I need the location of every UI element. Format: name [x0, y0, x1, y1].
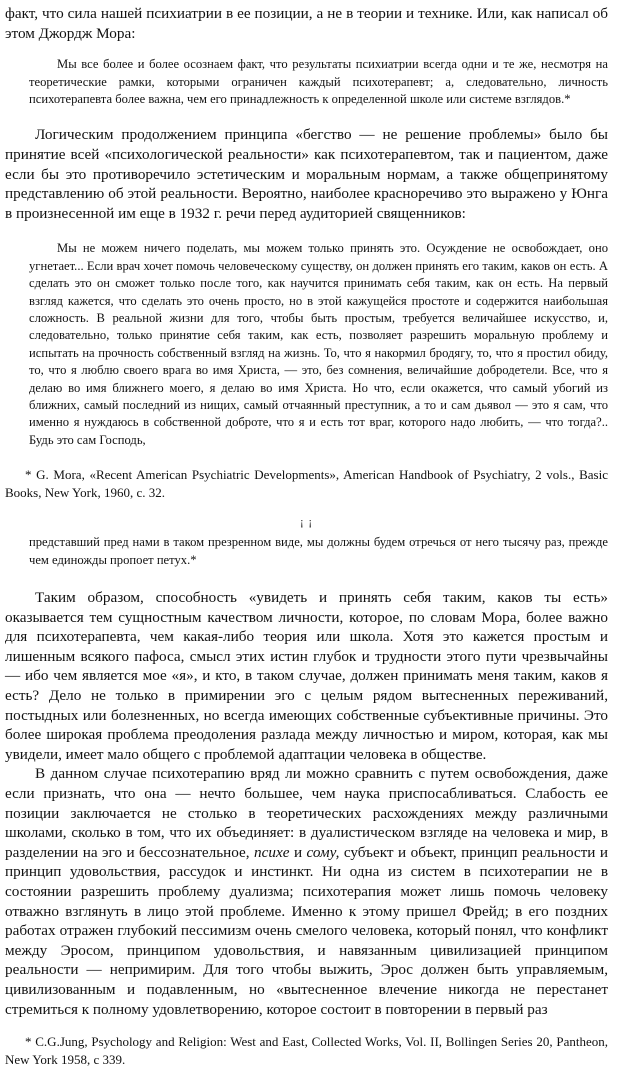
top-paragraph: факт, что сила нашей психиатрии в ее позиции, а не в теории и технике. Или, как написал об этом Джордж Мора:	[5, 5, 608, 42]
paragraph-logic: Логическим продолжением принципа «бегство — не решение проблемы» было бы принятие всей «психологической реальности» как психотерапевтом, так и пациентом, даже если бы это противоречило эстетическим и моральным нормам, а также общепринятому представлению об этой реальности. Вероятно, наиболее красноречиво это выражено у Юнга в произнесенной им еще в 1932 г. речи перед аудиторией священников:	[5, 126, 608, 222]
footnote-mora: * G. Mora, «Recent American Psychiatric Developments», American Handbook of Psychiatry, 2 vols., Basic Books, New York, 1960, с. 32.	[5, 467, 608, 501]
paragraph-thus: Таким образом, способность «увидеть и принять себя таким, каков ты есть» оказывается тем сущностным качеством личности, которое, по словам Мора, более важно для психотерапевта, чем какая-либо теория или школа. Хотя это кажется простым и лишенным всякого пафоса, смысл этих истин глубок и трудности этого пути чрезвычайны — ибо чем является мое «я», и кто, в таком случае, должен принимать меня таким, каков я есть? Дело не только в примирении эго с целым рядом вытесненных переживаний, постыдных или болезненных, но всегда имеющих собственные субъективные причины. Это более широкая проблема преодоления разлада между личностью и миром, которая, как мы увидели, имеет мало общего с проблемой адаптации человека в обществе.	[5, 589, 608, 763]
paragraph-case-text-2: субъект и объект, принцип реальности и принцип удовольствия, рассудок и инстинкт. Ни одна из систем в психотерапии не в состоянии разрешить проблему дуализма; психотерапия может лишь помочь человеку отважно взглянуть в лицо этой проблеме. Именно к этому пришел Фрейд; в его поздних работах отражен глубокий пессимизм очень смелого человека, который понял, что конфликт между Эросом, принципом удовольствия, и навязанным цивилизацией принципом реальности — непримирим. Для того чтобы выжить, Эрос должен быть управляемым, цивилизованным и подавленным, но «вытесненное влечение никогда не перестанет стремиться к полному удовлетворению, которое состоит в повторении в первый раз	[5, 843, 609, 1018]
quote-jung: Мы не можем ничего поделать, мы можем только принять это. Осуждение не освобождает, оно угнетает... Если врач хочет помочь человеческому существу, он должен принять его таким, каков он есть. А сделать это он сможет только после того, как научится принимать себя таким, как он есть. На первый взгляд кажется, что сделать это очень просто, но в этой кажущейся простоте и содержится наибольшая сложность. В реальной жизни для того, чтобы быть простым, требуется величайшее искусство, и, следовательно, только принятие себя таким, как есть, позволяет разрешить моральную проблему и испытать на прочность собственный взгляд на жизнь. То, что я накормил бродягу, то, что я простил обиду, то, что я люблю своего врага во имя Христа, — это, без сомнения, величайшие добродетели. Все, что я делаю во имя ближнего моего, я делаю во имя Христа. Но что, если окажется, что самый убогий из ближних, самый последний из нищих, самый отчаянный преступник, а то и сам дьявол — это я сам, что именно я нуждаюсь в собственной доброте, что я и есть тот враг, которого надо любить, — что тогда?.. Будь это сам Господь,	[29, 241, 608, 447]
paragraph-case	[5, 764, 608, 1019]
italic-soma: сому,	[306, 843, 340, 861]
conjunction-and: и	[293, 843, 303, 861]
paragraph-case-text-1: В данном случае психотерапию вряд ли можно сравнить с путем освобождения, даже если признать, что она — нечто большее, чем наука приспосабливаться. Слабость ее позиции заключается не столько в теоретических расхождениях между различными школами, сколько в том, что их объединяет: в дуалистическом взгляде на человека и мир, в разделении на эго и бессознательное,	[5, 765, 608, 861]
footnote-jung: * C.G.Jung, Psychology and Religion: West and East, Collected Works, Vol. II, Bollingen Series 20, Pantheon, New York 1958, с 339.	[5, 1034, 608, 1068]
quote-mora: Мы все более и более осознаем факт, что результаты психиатрии всегда одни и те же, несмотря на теоретические рамки, которыми ограничен каждый психотерапевт; а, следовательно, личность психотерапевта более важна, чем его принадлежность к определенной школе или системе взглядов.*	[29, 57, 608, 106]
page-break-mark: ¡ ¡	[299, 516, 314, 529]
italic-psyche: психе	[254, 843, 290, 861]
quote-jung-continued: представший пред нами в таком презренном виде, мы должны будем отречься от него тысячу раз, прежде чем единожды пропоет петух.*	[29, 535, 608, 567]
